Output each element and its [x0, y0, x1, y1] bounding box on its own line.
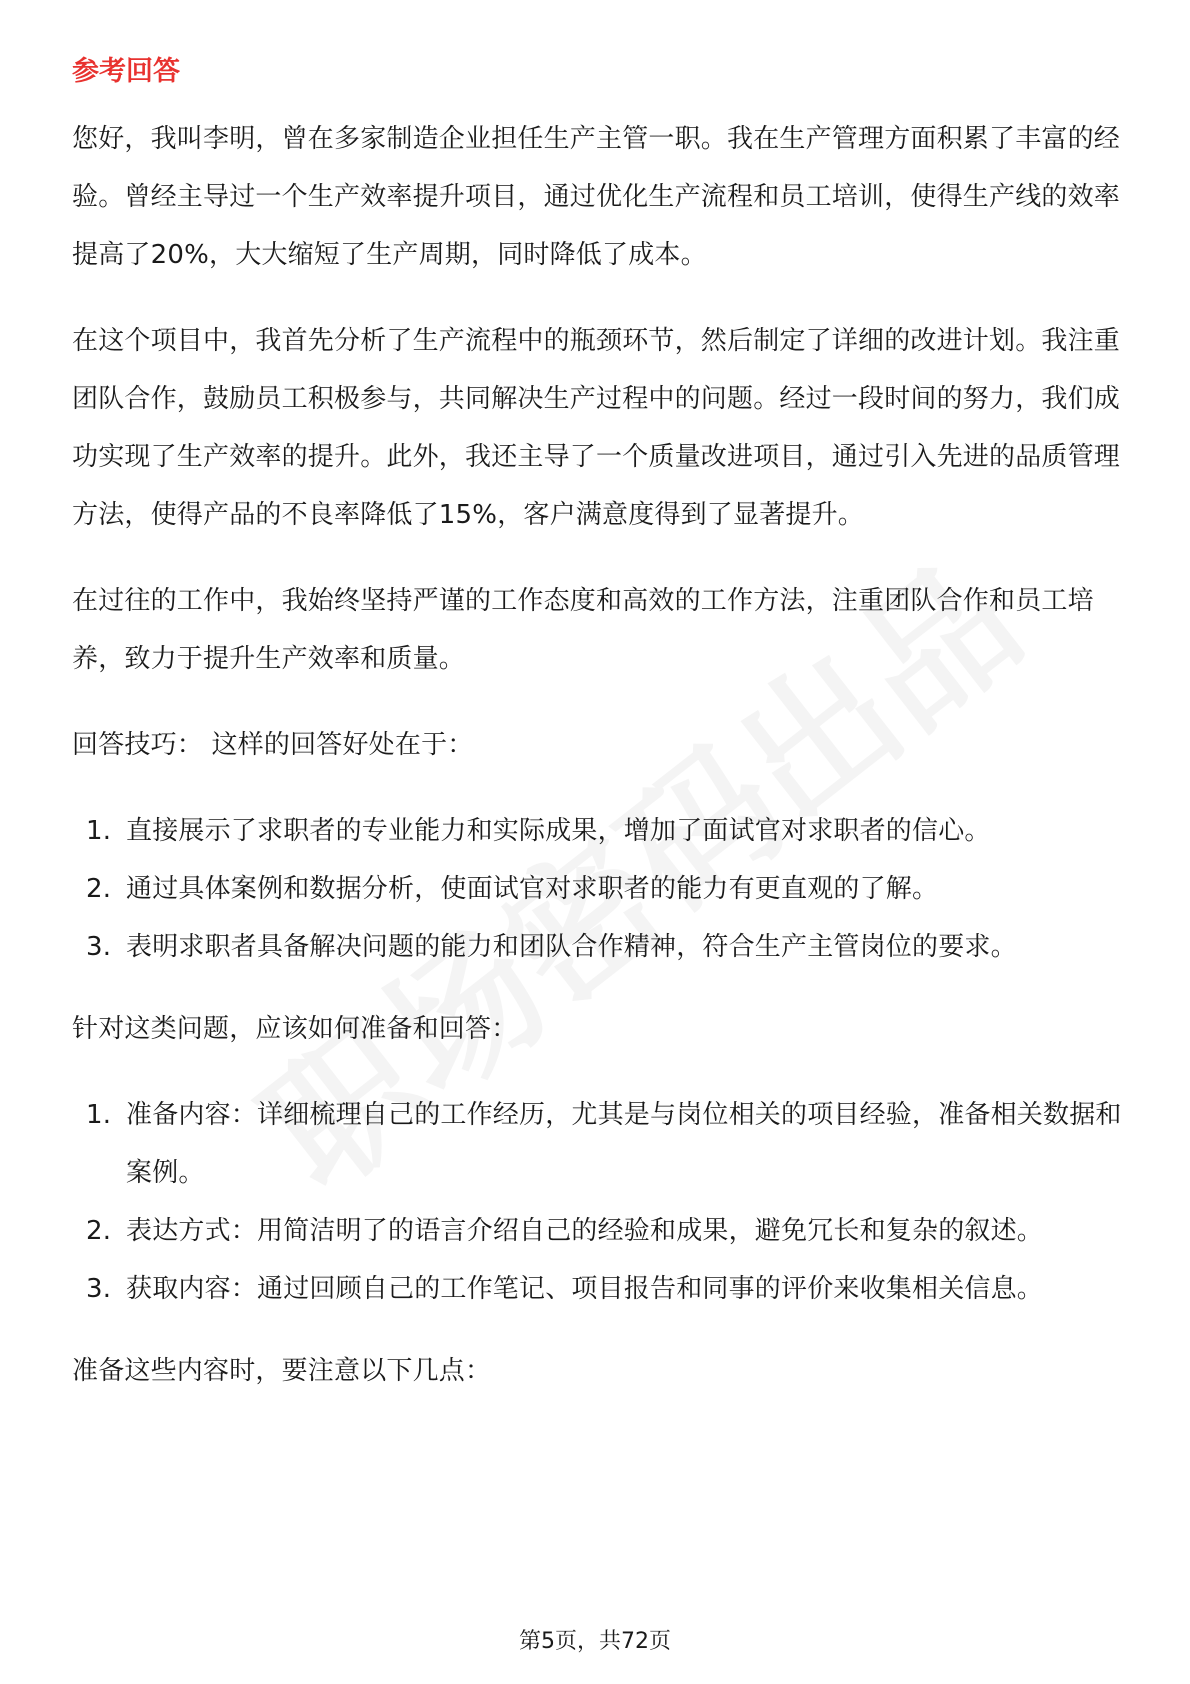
document-content [72, 48, 1122, 1428]
paragraph-summary: 在过往的工作中，我始终坚持严谨的工作态度和高效的工作方法，注重团队合作和员工培养，致力于提升生产效率和质量。 [72, 586, 1094, 674]
list-item [72, 918, 1122, 976]
section-title: 参考回答 [72, 56, 180, 87]
paragraph-project: 在这个项目中，我首先分析了生产流程中的瓶颈环节，然后制定了详细的改进计划。我注重团队合作，鼓励员工积极参与，共同解决生产过程中的问题。经过一段时间的努力，我们成功实现了生产效率的提升。此外，我还主导了一个质量改进项目，通过引入先进的品质管理方法，使得产品的不良率降低了15%，客户满意度得到了显著提升。 [72, 326, 1121, 530]
paragraph-closing: 准备这些内容时，要注意以下几点： [72, 1356, 492, 1386]
list-item [72, 802, 1122, 860]
list-number: 2. [86, 874, 112, 904]
page-number-footer: 第5页，共72页 [519, 1629, 671, 1654]
list-item [72, 860, 1122, 918]
paragraph-intro: 您好，我叫李明，曾在多家制造企业担任生产主管一职。我在生产管理方面积累了丰富的经验。曾经主导过一个生产效率提升项目，通过优化生产流程和员工培训，使得生产线的效率提高了20%，大大缩短了生产周期，同时降低了成本。 [72, 124, 1121, 270]
list-item-text: 准备内容：详细梳理自己的工作经历，尤其是与岗位相关的项目经验，准备相关数据和案例。 [126, 1100, 1122, 1188]
list-number: 2. [86, 1216, 112, 1246]
paragraph-prep-heading: 针对这类问题，应该如何准备和回答： [72, 1014, 518, 1044]
list-number: 3. [86, 1274, 112, 1304]
list-item-text: 通过具体案例和数据分析，使面试官对求职者的能力有更直观的了解。 [126, 874, 939, 904]
list-item [72, 1086, 1122, 1202]
list-number: 3. [86, 932, 112, 962]
list-item [72, 1260, 1122, 1318]
prep-list [72, 1086, 1122, 1318]
list-number: 1. [86, 1100, 112, 1130]
list-item-text: 获取内容：通过回顾自己的工作笔记、项目报告和同事的评价来收集相关信息。 [126, 1274, 1044, 1304]
list-number: 1. [86, 816, 112, 846]
list-item-text: 直接展示了求职者的专业能力和实际成果，增加了面试官对求职者的信心。 [126, 816, 991, 846]
paragraph-tips-heading: 回答技巧： 这样的回答好处在于： [72, 730, 474, 760]
list-item-text: 表明求职者具备解决问题的能力和团队合作精神，符合生产主管岗位的要求。 [126, 932, 1017, 962]
list-item [72, 1202, 1122, 1260]
list-item-text: 表达方式：用简洁明了的语言介绍自己的经验和成果，避免冗长和复杂的叙述。 [126, 1216, 1044, 1246]
tips-list [72, 802, 1122, 976]
